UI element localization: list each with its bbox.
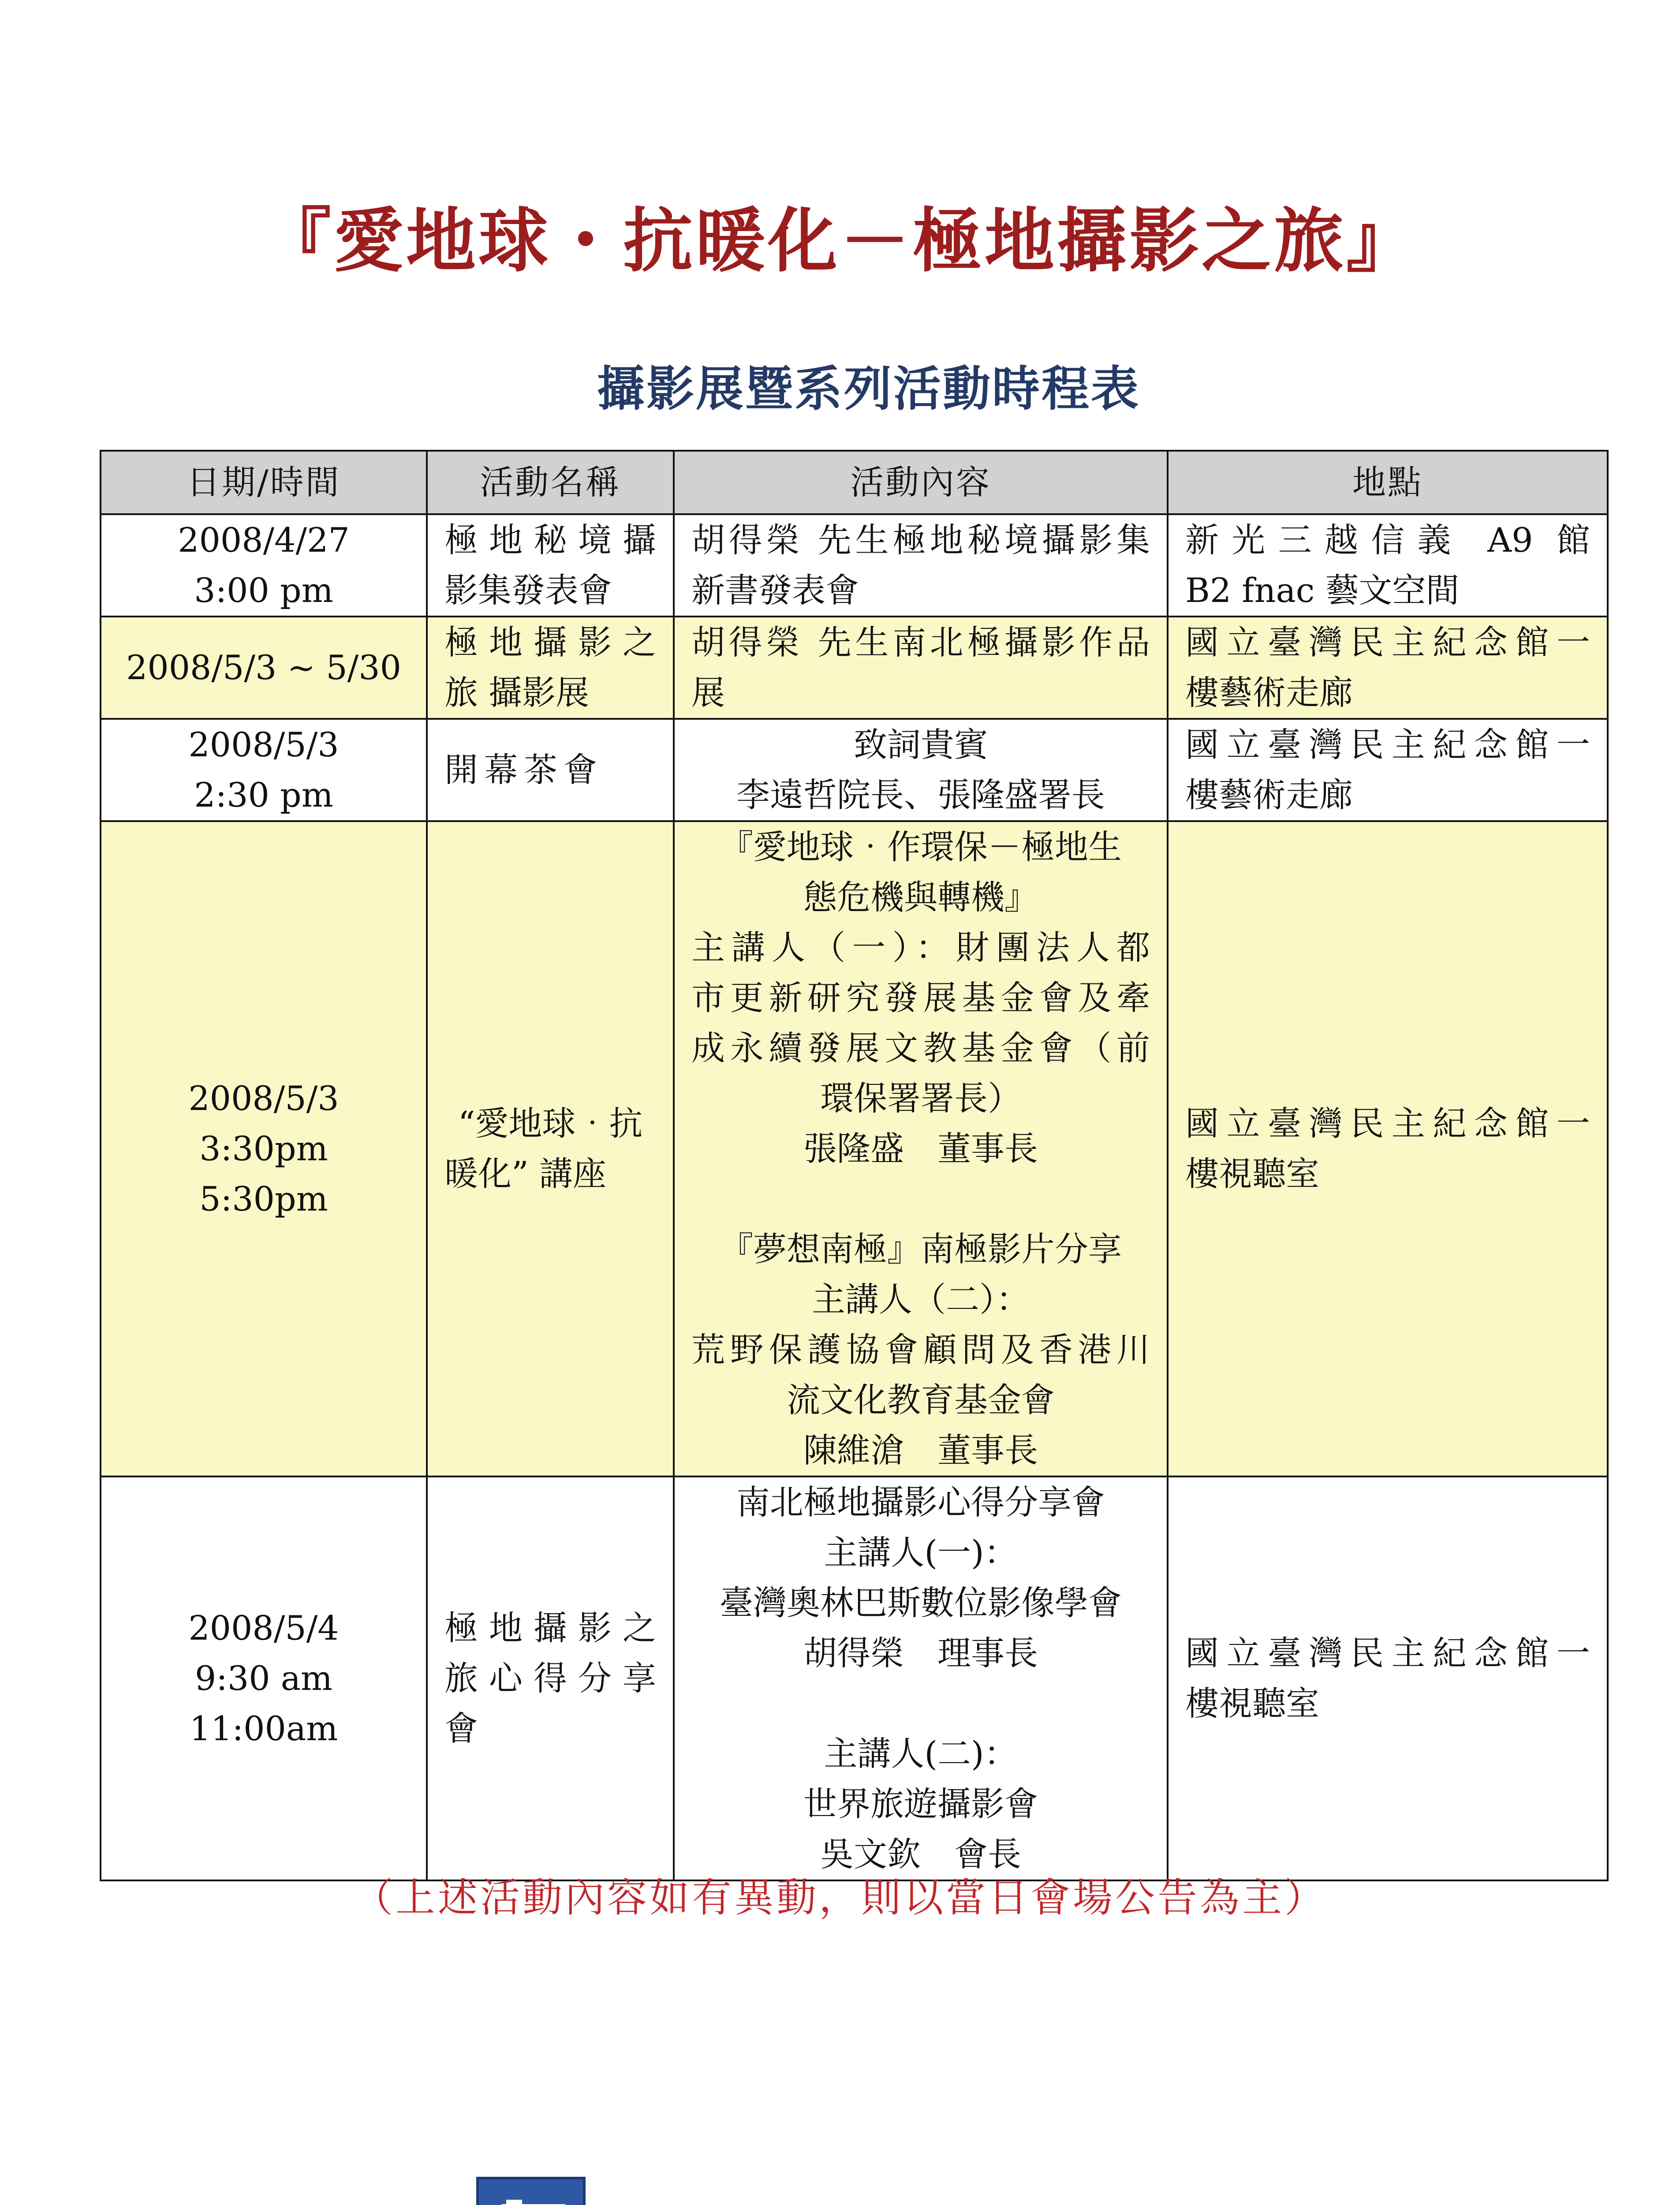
cell-line: 主講人(二)： <box>824 1734 1018 1773</box>
header-date-time: 日期/時間 <box>101 451 427 514</box>
cell-line: 『愛地球‧作環保－極地生 <box>720 827 1122 867</box>
cell-line: 新書發表會 <box>691 571 859 610</box>
cell-line: 南北極地攝影心得分享會 <box>736 1483 1105 1522</box>
cell-line: 會 <box>444 1709 478 1748</box>
cell-place <box>1168 617 1608 719</box>
cell-line: 3:00 pm <box>194 571 333 610</box>
cell-line: 國立臺灣民主紀念館一 <box>1185 1633 1590 1673</box>
cell-line: 胡得榮 理事長 <box>803 1633 1038 1673</box>
cell-name <box>427 514 674 617</box>
cell-line: 展 <box>691 673 725 712</box>
cell-line: 5:30pm <box>199 1179 328 1218</box>
spacer <box>691 1174 1150 1224</box>
cell-line: 吳文欽 會長 <box>820 1835 1021 1874</box>
cell-line: 開幕茶會 <box>444 750 603 789</box>
page-title: 『愛地球・抗暖化－極地攝影之旅』 <box>261 200 1419 282</box>
page-subtitle: 攝影展暨系列活動時程表 <box>597 362 1140 417</box>
cell-date <box>101 821 427 1476</box>
cell-place <box>1168 1476 1608 1880</box>
cell-line: 極地攝影之 <box>444 623 656 662</box>
cell-name <box>427 821 674 1476</box>
cell-line: 暖化” 講座 <box>444 1154 607 1193</box>
organization-name <box>601 2198 1348 2205</box>
spacer <box>691 1678 1150 1729</box>
cell-content <box>674 821 1168 1476</box>
cell-line: 致詞貴賓 <box>854 725 988 764</box>
cell-place <box>1168 821 1608 1476</box>
cell-line: 『夢想南極』南極影片分享 <box>720 1230 1122 1269</box>
cell-line: 荒野保護協會顧問及香港川 <box>691 1330 1150 1369</box>
cell-line: 2:30 pm <box>194 775 333 815</box>
header-activity-name: 活動名稱 <box>427 451 674 514</box>
cell-line: 樓視聽室 <box>1185 1684 1319 1723</box>
cell-place <box>1168 514 1608 617</box>
table-row <box>101 514 1608 617</box>
cell-name <box>427 1476 674 1880</box>
cell-line: 極地攝影之 <box>444 1608 656 1648</box>
cell-line: 陳維滄 董事長 <box>803 1431 1038 1470</box>
cell-line: 樓藝術走廊 <box>1185 673 1353 712</box>
footer <box>476 2174 1348 2205</box>
cell-line: 2008/5/3 <box>188 725 339 764</box>
cell-name <box>427 617 674 719</box>
cell-line: 2008/5/3 ~ 5/30 <box>126 648 401 687</box>
cell-content <box>674 1476 1168 1880</box>
cell-line: 國立臺灣民主紀念館一 <box>1185 725 1590 764</box>
cell-name <box>427 719 674 821</box>
cell-line: 影集發表會 <box>444 571 612 610</box>
cell-date <box>101 719 427 821</box>
cell-line: 態危機與轉機』 <box>803 878 1038 917</box>
cell-date <box>101 514 427 617</box>
cell-place <box>1168 719 1608 821</box>
cell-line: 胡得榮 先生極地秘境攝影集 <box>691 520 1150 560</box>
cell-line: 2008/5/4 <box>188 1608 339 1648</box>
table-row <box>101 617 1608 719</box>
cell-line: 成永續發展文教基金會（前 <box>691 1028 1150 1068</box>
cell-content <box>674 617 1168 719</box>
cell-line: 流文化教育基金會 <box>787 1380 1055 1420</box>
cell-line: 國立臺灣民主紀念館一 <box>1185 1104 1590 1143</box>
camera-icon <box>497 2198 571 2205</box>
cell-line: 樓視聽室 <box>1185 1154 1319 1193</box>
cell-line: 主講人（二）： <box>812 1280 1030 1319</box>
cell-line: 2008/5/3 <box>188 1079 339 1118</box>
cell-date <box>101 1476 427 1880</box>
schedule-table <box>100 450 1609 1881</box>
table-row <box>101 821 1608 1476</box>
cell-line: 張隆盛 董事長 <box>803 1129 1038 1168</box>
header-activity-content: 活動內容 <box>674 451 1168 514</box>
cell-line: 主講人（一）：財團法人都 <box>691 928 1150 967</box>
cell-content <box>674 514 1168 617</box>
cell-line: “愛地球‧抗 <box>458 1104 643 1143</box>
cell-line: 旅心得分享 <box>444 1659 656 1698</box>
cell-line: 市更新研究發展基金會及牽 <box>691 978 1150 1017</box>
cell-line: 主講人(一)： <box>824 1533 1018 1572</box>
header-location: 地點 <box>1168 451 1608 514</box>
cell-line: 11:00am <box>189 1709 338 1748</box>
olympus-logo-icon <box>476 2177 586 2205</box>
cell-line: B2 fnac 藝文空間 <box>1185 571 1460 610</box>
cell-line: 旅 攝影展 <box>444 673 590 712</box>
cell-line: 新光三越信義 A9 館 <box>1185 520 1590 560</box>
cell-date <box>101 617 427 719</box>
cell-line: 9:30 am <box>194 1659 333 1698</box>
cell-line: 胡得榮 先生南北極攝影作品 <box>691 623 1150 662</box>
cell-line: 環保署署長） <box>820 1079 1021 1118</box>
change-notice: （上述活動內容如有異動，則以當日會場公告為主） <box>353 1875 1327 1921</box>
cell-line: 極地秘境攝 <box>444 520 656 560</box>
cell-content <box>674 719 1168 821</box>
table-header-row <box>101 451 1608 514</box>
cell-line: 臺灣奧林巴斯數位影像學會 <box>720 1583 1122 1622</box>
cell-line: 李遠哲院長、張隆盛署長 <box>736 775 1105 815</box>
cell-line: 世界旅遊攝影會 <box>803 1784 1038 1824</box>
cell-line: 樓藝術走廊 <box>1185 775 1353 815</box>
cell-line: 3:30pm <box>199 1129 328 1168</box>
table-row <box>101 719 1608 821</box>
cell-line: 國立臺灣民主紀念館一 <box>1185 623 1590 662</box>
table-row <box>101 1476 1608 1880</box>
cell-line: 2008/4/27 <box>178 520 350 560</box>
